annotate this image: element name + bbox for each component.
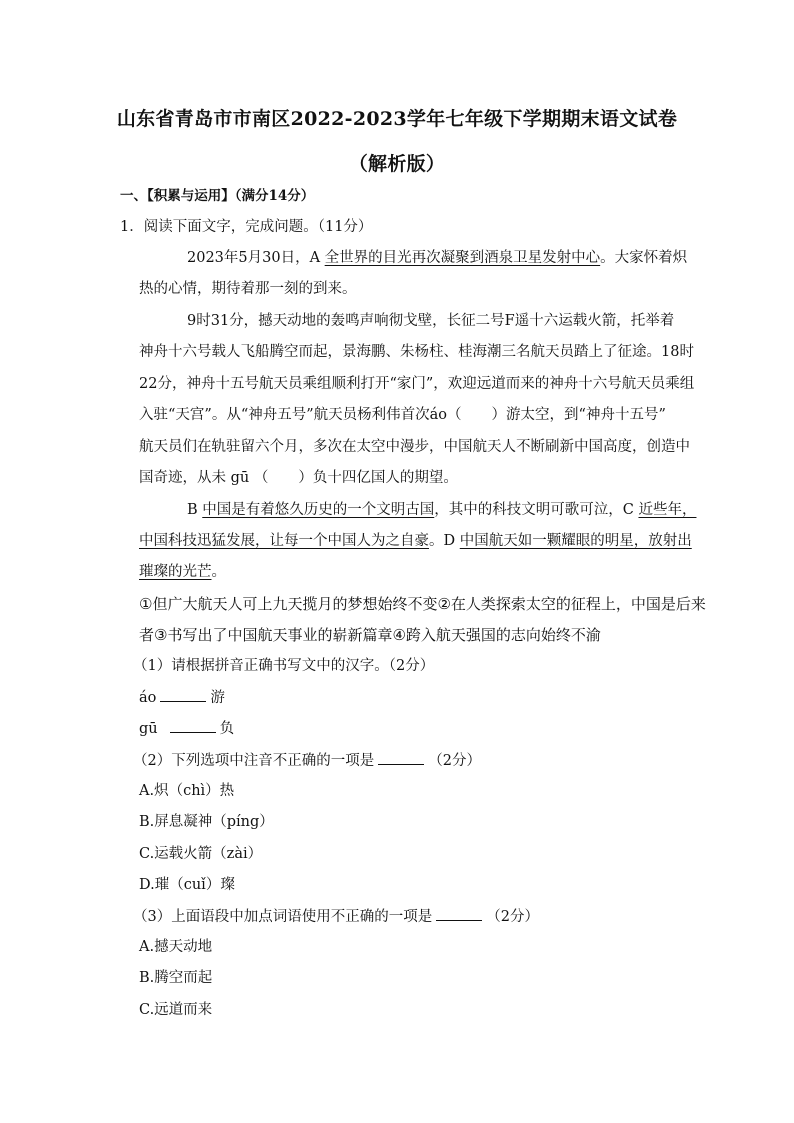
underlined-sentence-a: 全世界的目光再次凝聚到酒泉卫星发射中心 bbox=[324, 250, 601, 266]
option-a[interactable]: A.炽（chì）热 bbox=[139, 783, 235, 799]
passage-line: 热的心情，期待着那一刻的到来。 bbox=[139, 281, 357, 297]
exam-title-suffix: （解析版） bbox=[348, 153, 446, 175]
passage-text: 入驻“天宫”。从“神舟五号”航天员杨利伟首次áo（ bbox=[139, 407, 462, 423]
option-b[interactable]: B.腾空而起 bbox=[139, 970, 213, 986]
option-d[interactable]: D.璀（cuǐ）璨 bbox=[139, 877, 235, 893]
answer-suffix: 负 bbox=[219, 721, 235, 737]
underlined-sentence-b: 中国是有着悠久历史的一个文明古国 bbox=[202, 502, 435, 518]
question-text: （2分） bbox=[486, 909, 539, 925]
passage-line: 9时31分，撼天动地的轰鸣声响彻戈壁，长征二号F遥十六运载火箭，托举着 bbox=[187, 313, 675, 329]
passage-line bbox=[187, 248, 687, 268]
question-text: （2分） bbox=[428, 753, 481, 769]
question-1-stem: 1．阅读下面文字，完成问题。（11分） bbox=[120, 219, 373, 235]
answer-blank[interactable] bbox=[436, 906, 482, 921]
underlined-sentence-d: 中国航天如一颗耀眼的明星，放射出 bbox=[459, 533, 692, 549]
exam-title: 山东省青岛市市南区2022-2023学年七年级下学期期末语文试卷 bbox=[116, 108, 678, 130]
answer-suffix: 游 bbox=[210, 690, 225, 706]
sub-question-3 bbox=[133, 906, 539, 927]
answer-blank[interactable] bbox=[378, 750, 424, 765]
passage-line bbox=[139, 468, 458, 488]
pinyin-label: áo bbox=[139, 690, 157, 706]
passage-text: 国奇迹，从未 gū （ bbox=[139, 470, 269, 486]
passage-text: ）游太空，到“神舟十五号” bbox=[491, 407, 666, 423]
underlined-sentence-c-cont: 中国科技迅猛发展，让每一个中国人为之自豪 bbox=[139, 533, 429, 549]
option-a[interactable]: A.撼天动地 bbox=[139, 939, 213, 955]
ordering-sentences: ①但广大航天人可上九天揽月的梦想始终不变②在人类探索太空的征程上，中国是后来 bbox=[139, 595, 706, 613]
answer-line-ao bbox=[139, 687, 225, 708]
passage-text: B bbox=[187, 502, 203, 518]
option-c[interactable]: C.远道而来 bbox=[139, 1002, 213, 1018]
passage-text: 2023年5月30日，A bbox=[187, 250, 325, 266]
passage-line bbox=[139, 531, 692, 551]
underlined-sentence-d-cont: 璀璨的光芒 bbox=[139, 564, 212, 580]
passage-text: ）负十四亿国人的期望。 bbox=[298, 470, 458, 486]
answer-blank[interactable] bbox=[160, 687, 206, 702]
ordering-sentences: 者③书写出了中国航天事业的崭新篇章④跨入航天强国的志向始终不渝 bbox=[139, 626, 601, 644]
pinyin-label: gū bbox=[139, 721, 158, 737]
passage-text: ，其中的科技文明可歌可泣，C bbox=[434, 502, 639, 518]
passage-text: 。 bbox=[211, 564, 226, 580]
question-text: （2）下列选项中注音不正确的一项是 bbox=[133, 753, 375, 769]
passage-line: 22分，神舟十五号航天员乘组顺利打开“家门”，欢迎远道而来的神舟十六号航天员乘组 bbox=[139, 376, 695, 392]
answer-blank[interactable] bbox=[170, 718, 216, 733]
option-b[interactable]: B.屏息凝神（píng） bbox=[139, 814, 274, 830]
passage-line bbox=[139, 405, 666, 425]
passage-line bbox=[187, 500, 696, 520]
passage-line: 神舟十六号载人飞船腾空而起，景海鹏、朱杨柱、桂海潮三名航天员踏上了征途。18时 bbox=[139, 344, 694, 360]
passage-text: 。D bbox=[429, 533, 460, 549]
passage-text: 。大家怀着炽 bbox=[600, 250, 688, 266]
passage-line bbox=[139, 562, 226, 582]
sub-question-2 bbox=[133, 750, 481, 771]
section-heading: 一、【积累与运用】（满分14分） bbox=[120, 188, 315, 204]
underlined-sentence-c: 近些年， bbox=[638, 502, 697, 518]
answer-line-gu bbox=[139, 718, 234, 739]
sub-question-1: （1）请根据拼音正确书写文中的汉字。（2分） bbox=[133, 658, 435, 674]
option-c[interactable]: C.运载火箭（zài） bbox=[139, 846, 263, 862]
passage-line: 航天员们在轨驻留六个月，多次在太空中漫步，中国航天人不断刷新中国高度，创造中 bbox=[139, 439, 690, 455]
question-text: （3）上面语段中加点词语使用不正确的一项是 bbox=[133, 909, 433, 925]
